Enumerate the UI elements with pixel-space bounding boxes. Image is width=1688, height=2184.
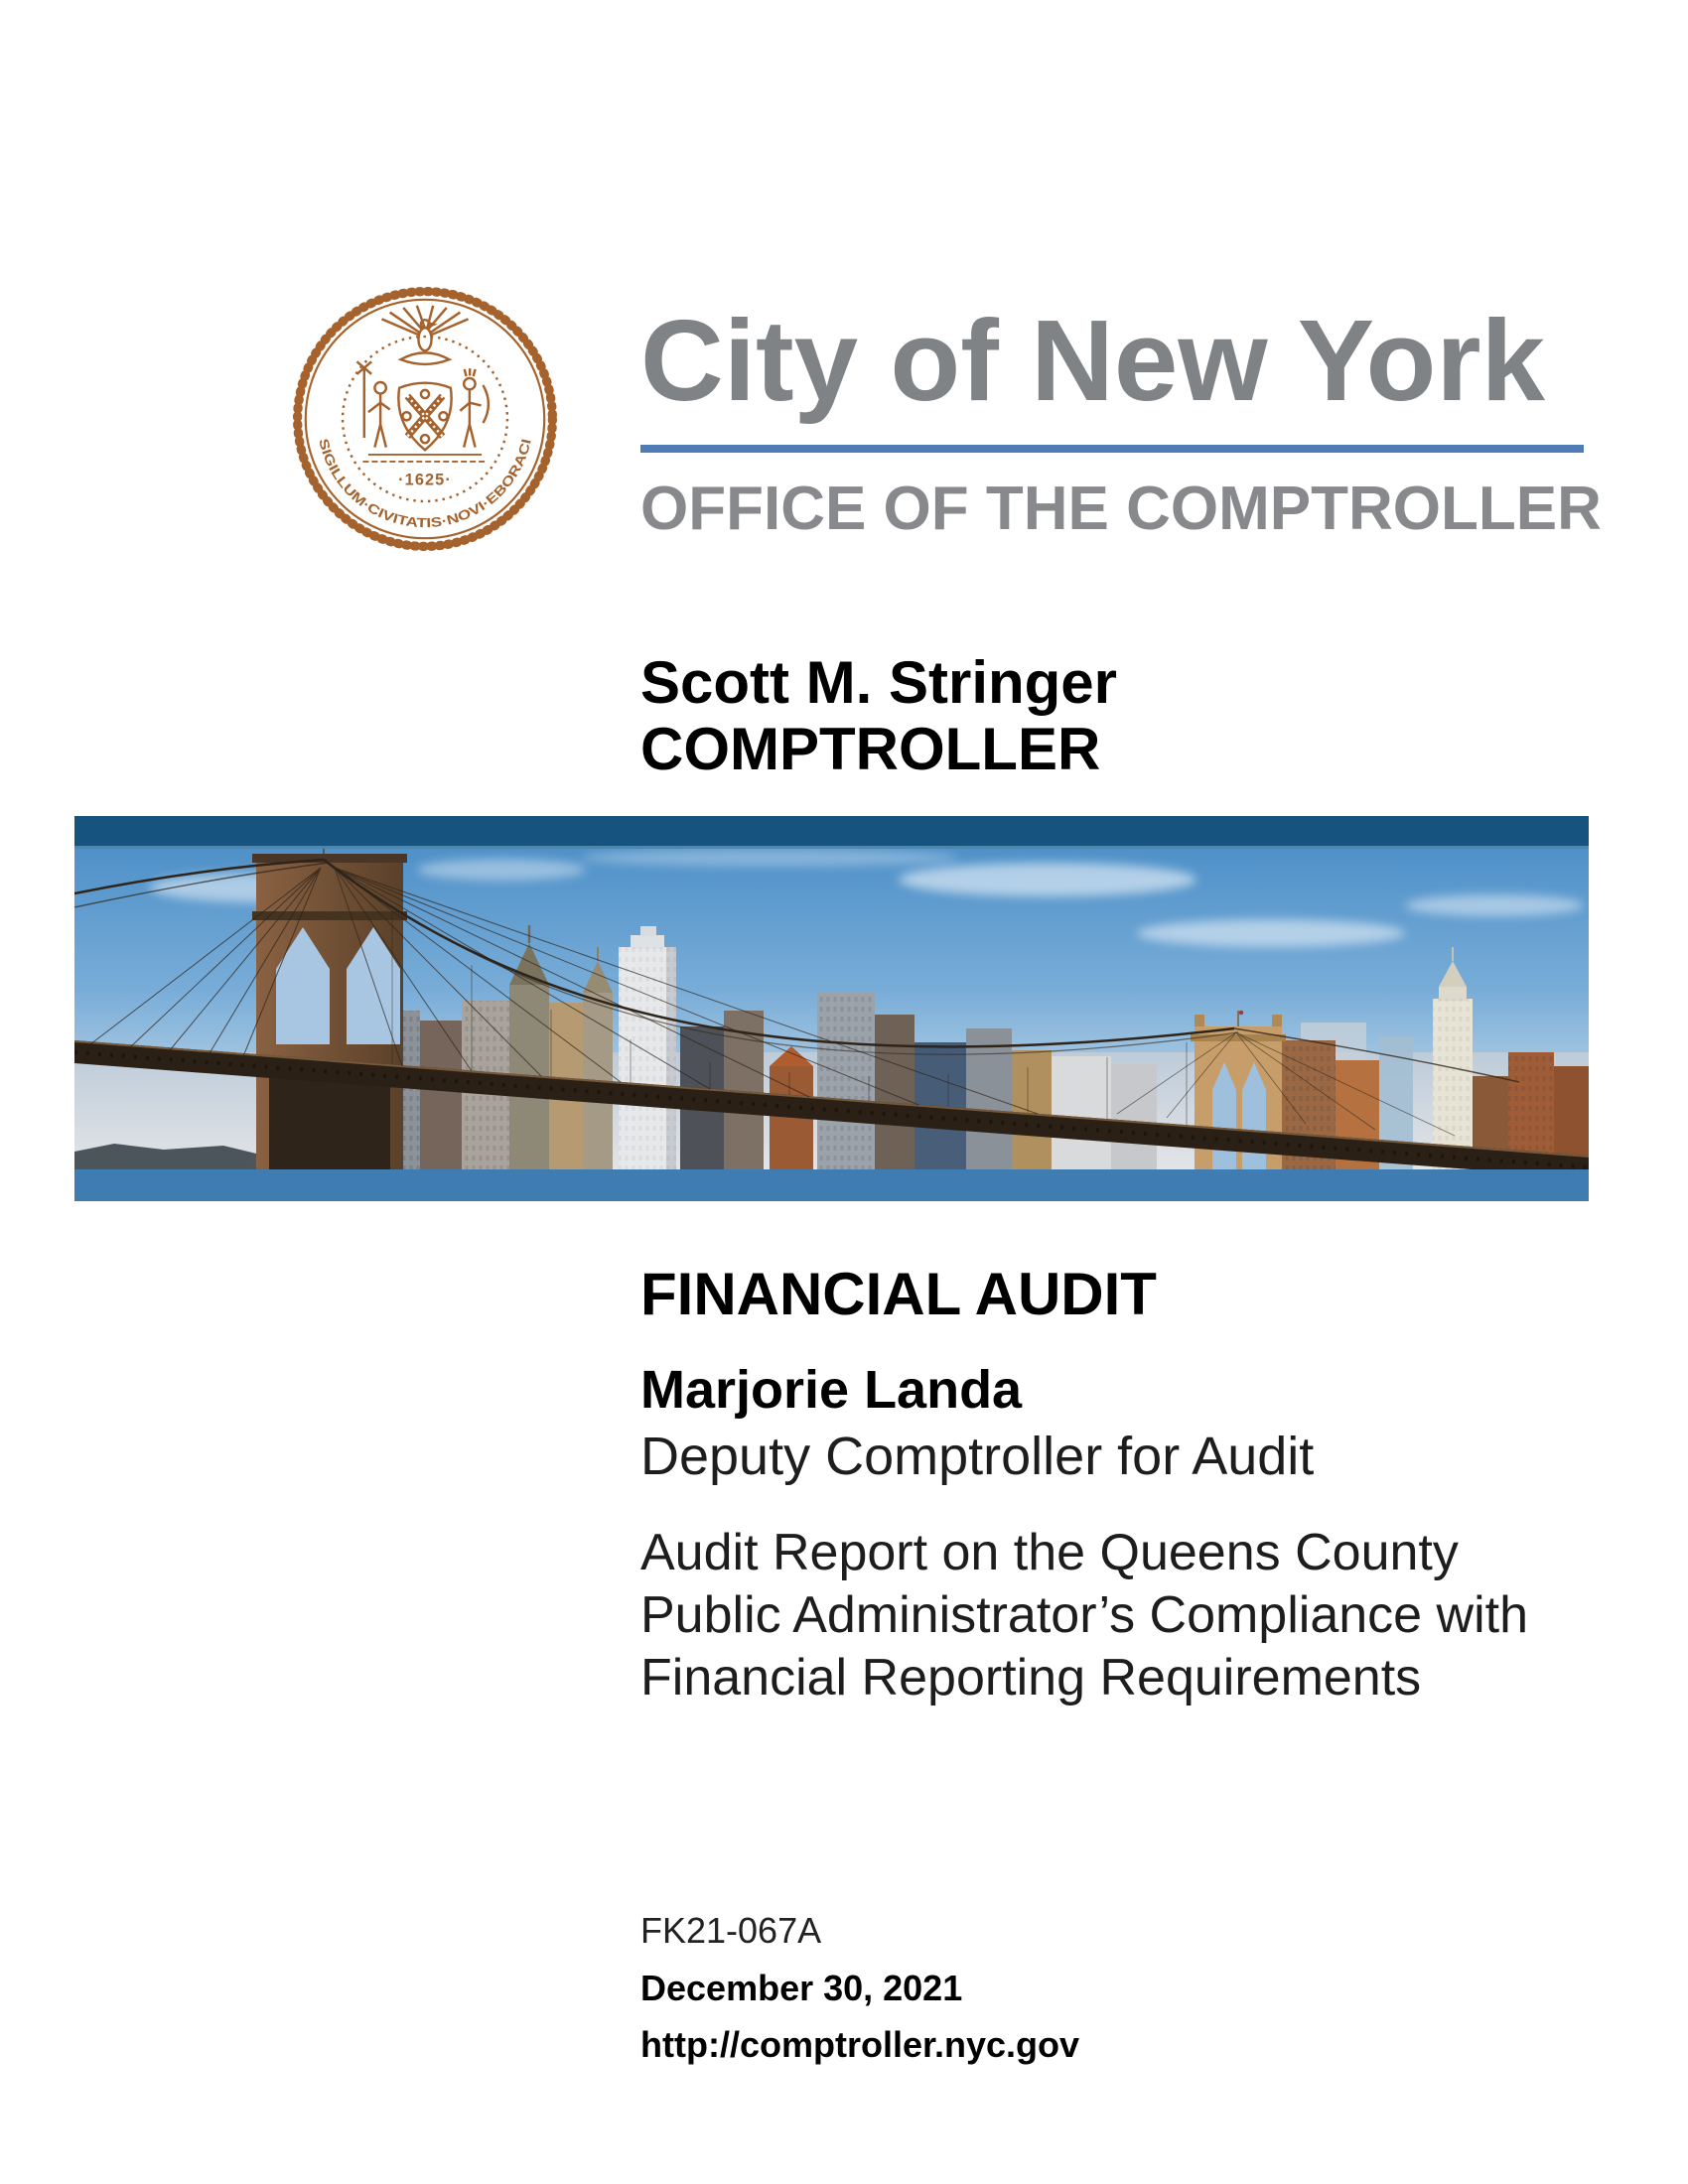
report-number: FK21-067A — [640, 1910, 822, 1951]
report-title-line: Audit Report on the Queens County — [640, 1524, 1459, 1581]
page-title: City of New York — [640, 296, 1546, 425]
comptroller-url-link[interactable]: http://comptroller.nyc.gov — [640, 2024, 1080, 2065]
deputy-comptroller-name: Marjorie Landa — [640, 1360, 1023, 1420]
report-title-line: Financial Reporting Requirements — [640, 1649, 1422, 1706]
deputy-comptroller-title: Deputy Comptroller for Audit — [640, 1427, 1315, 1486]
comptroller-name: Scott M. Stringer — [640, 649, 1118, 716]
seal-legend: SIGILLUM·CIVITATIS·NOVI·EBORACI — [316, 437, 534, 531]
nyc-seal-icon — [290, 284, 560, 554]
banner-bottom-bar — [74, 1169, 1589, 1201]
page-subtitle: OFFICE OF THE COMPTROLLER — [640, 475, 1602, 543]
brooklyn-bridge-banner-image — [74, 816, 1589, 1201]
audit-category-heading: FINANCIAL AUDIT — [640, 1261, 1157, 1327]
seal-year: ·1625· — [398, 471, 452, 489]
banner-top-bar — [74, 816, 1589, 846]
comptroller-title: COMPTROLLER — [640, 716, 1101, 782]
comptroller-block — [640, 649, 1117, 782]
title-rule-divider — [640, 445, 1584, 453]
report-title — [640, 1522, 1528, 1709]
report-title-line: Public Administrator’s Compliance with — [640, 1586, 1529, 1644]
report-date: December 30, 2021 — [640, 1968, 963, 2008]
